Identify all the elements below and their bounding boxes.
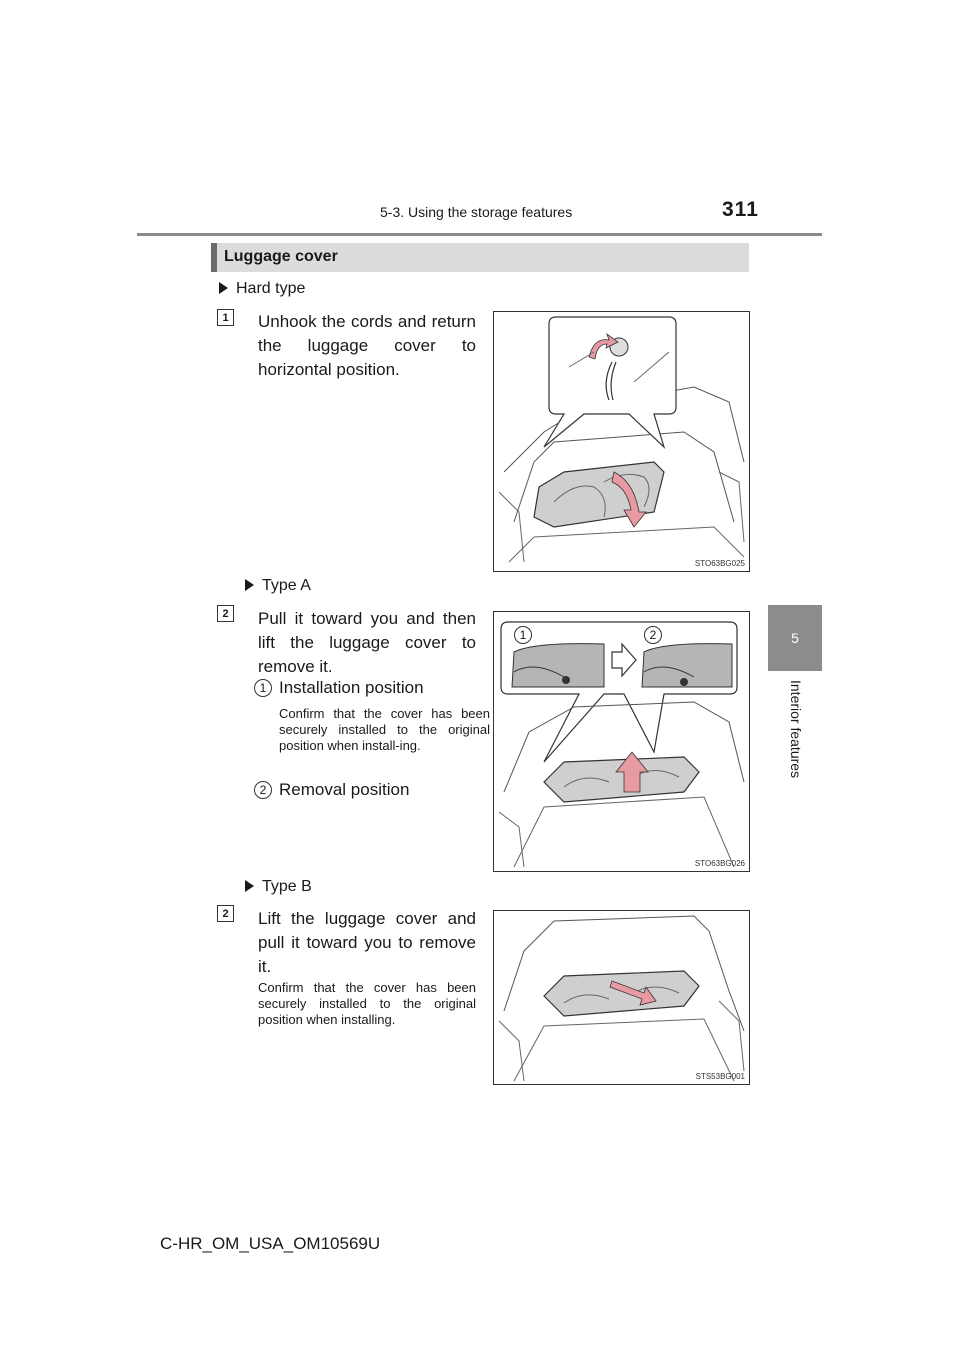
step-number-box: 2: [217, 905, 234, 922]
figure-code: STO63BG025: [694, 559, 745, 568]
triangle-bullet-icon: [245, 880, 254, 892]
item-number-circle: 2: [254, 781, 272, 799]
footer-doc-id: C-HR_OM_USA_OM10569U: [160, 1234, 381, 1253]
step-note: Confirm that the cover has been securely installed to the original position when installing.: [258, 980, 476, 1027]
type-a-illustration: [494, 612, 749, 871]
item-number-circle: 1: [254, 679, 272, 697]
callout-number-circle: 2: [644, 626, 662, 644]
item-label: Installation position: [279, 678, 424, 697]
bullet-hard-type: Hard type: [219, 280, 305, 298]
figure-hard-type: [493, 311, 750, 572]
step-text: Pull it toward you and then lift the luggage cover to remove it.: [258, 609, 476, 676]
section-marker: [211, 243, 217, 272]
triangle-bullet-icon: [219, 282, 228, 294]
figure-code: STO63BG026: [694, 859, 745, 868]
triangle-bullet-icon: [245, 579, 254, 591]
figure-type-b: [493, 910, 750, 1085]
page-number: 311: [722, 198, 759, 221]
figure-type-a: [493, 611, 750, 872]
item-label: Removal position: [279, 780, 410, 799]
step-text: Lift the luggage cover and pull it toward you to remove it.: [258, 909, 476, 976]
type-b-illustration: [494, 911, 749, 1084]
section-title-bar: [211, 243, 749, 272]
callout-number-circle: 1: [514, 626, 532, 644]
item-note: Confirm that the cover has been securely installed to the original position when install-ing.: [279, 706, 490, 753]
section-title: Luggage cover: [224, 248, 338, 265]
chapter-number: 5: [791, 630, 799, 646]
bullet-type-b: Type B: [245, 878, 312, 896]
header-rule: [137, 233, 822, 236]
step-number-box: 1: [217, 309, 234, 326]
hard-type-illustration: [494, 312, 749, 571]
running-header-section: 5-3. Using the storage features: [380, 204, 573, 220]
step-number-box: 2: [217, 605, 234, 622]
chapter-title: Interior features: [788, 680, 804, 779]
chapter-tab: [768, 605, 822, 671]
bullet-type-a: Type A: [245, 577, 311, 595]
step-text: Unhook the cords and return the luggage cover to horizontal position.: [258, 312, 476, 379]
figure-code: STS53BG001: [695, 1072, 745, 1081]
